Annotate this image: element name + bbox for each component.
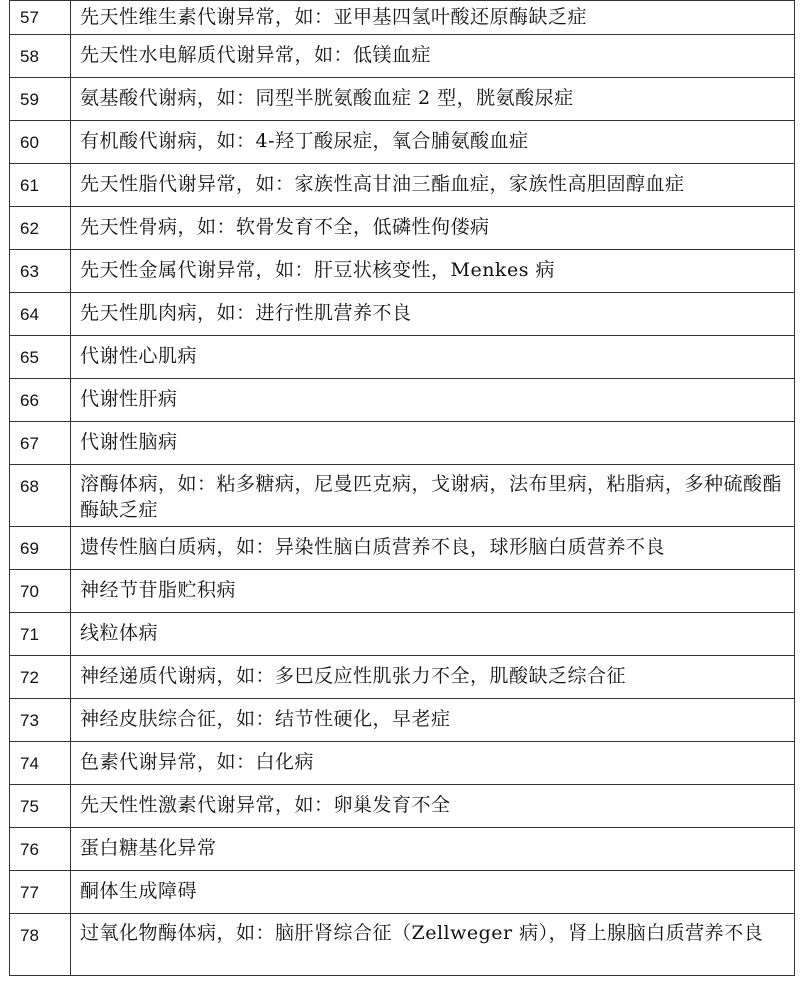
row-number: 67	[10, 422, 71, 465]
table-row	[10, 336, 795, 379]
row-number: 63	[10, 250, 71, 293]
row-number: 66	[10, 379, 71, 422]
row-description: 神经递质代谢病，如：多巴反应性肌张力不全，肌酸缺乏综合征	[71, 656, 795, 699]
row-description: 代谢性肝病	[71, 379, 795, 422]
row-number: 59	[10, 78, 71, 121]
row-description: 过氧化物酶体病，如：脑肝肾综合征（Zellweger 病），肾上腺脑白质营养不良	[71, 914, 795, 976]
row-number: 72	[10, 656, 71, 699]
table-row	[10, 785, 795, 828]
table-row	[10, 379, 795, 422]
row-number: 76	[10, 828, 71, 871]
row-number: 77	[10, 871, 71, 914]
row-description: 先天性脂代谢异常，如：家族性高甘油三酯血症，家族性高胆固醇血症	[71, 164, 795, 207]
row-number: 78	[10, 914, 71, 976]
table-row	[10, 871, 795, 914]
table-row	[10, 35, 795, 78]
row-description: 神经皮肤综合征，如：结节性硬化，早老症	[71, 699, 795, 742]
table-row	[10, 699, 795, 742]
table-row	[10, 250, 795, 293]
row-number: 70	[10, 570, 71, 613]
table-row	[10, 293, 795, 336]
table-row	[10, 164, 795, 207]
row-description: 色素代谢异常，如：白化病	[71, 742, 795, 785]
row-description: 代谢性脑病	[71, 422, 795, 465]
row-number: 64	[10, 293, 71, 336]
table-row	[10, 1, 795, 35]
row-number: 58	[10, 35, 71, 78]
table-row	[10, 656, 795, 699]
row-description: 先天性水电解质代谢异常，如：低镁血症	[71, 35, 795, 78]
row-description: 先天性维生素代谢异常，如：亚甲基四氢叶酸还原酶缺乏症	[71, 1, 795, 35]
row-description: 酮体生成障碍	[71, 871, 795, 914]
row-number: 73	[10, 699, 71, 742]
table-row	[10, 121, 795, 164]
row-description: 神经节苷脂贮积病	[71, 570, 795, 613]
row-number: 71	[10, 613, 71, 656]
row-number: 74	[10, 742, 71, 785]
row-number: 75	[10, 785, 71, 828]
row-description: 先天性骨病，如：软骨发育不全，低磷性佝偻病	[71, 207, 795, 250]
row-number: 61	[10, 164, 71, 207]
table-row	[10, 914, 795, 976]
row-description: 溶酶体病，如：粘多糖病，尼曼匹克病，戈谢病，法布里病，粘脂病，多种硫酸酯酶缺乏症	[71, 465, 795, 527]
row-description: 先天性性激素代谢异常，如：卵巢发育不全	[71, 785, 795, 828]
row-description: 先天性金属代谢异常，如：肝豆状核变性，Menkes 病	[71, 250, 795, 293]
table-row	[10, 422, 795, 465]
row-number: 60	[10, 121, 71, 164]
table-row	[10, 742, 795, 785]
table-row	[10, 570, 795, 613]
table-row	[10, 465, 795, 527]
row-number: 65	[10, 336, 71, 379]
row-description: 有机酸代谢病，如：4-羟丁酸尿症，氧合脯氨酸血症	[71, 121, 795, 164]
row-description: 先天性肌肉病，如：进行性肌营养不良	[71, 293, 795, 336]
row-number: 68	[10, 465, 71, 527]
row-number: 69	[10, 527, 71, 570]
table-row	[10, 78, 795, 121]
row-description: 氨基酸代谢病，如：同型半胱氨酸血症 2 型，胱氨酸尿症	[71, 78, 795, 121]
table-row	[10, 527, 795, 570]
table-row	[10, 613, 795, 656]
disease-table-body	[10, 1, 795, 976]
row-description: 蛋白糖基化异常	[71, 828, 795, 871]
row-number: 57	[10, 1, 71, 35]
row-description: 代谢性心肌病	[71, 336, 795, 379]
table-row	[10, 828, 795, 871]
disease-table	[9, 0, 795, 976]
row-description: 线粒体病	[71, 613, 795, 656]
table-row	[10, 207, 795, 250]
row-description: 遗传性脑白质病，如：异染性脑白质营养不良，球形脑白质营养不良	[71, 527, 795, 570]
row-number: 62	[10, 207, 71, 250]
